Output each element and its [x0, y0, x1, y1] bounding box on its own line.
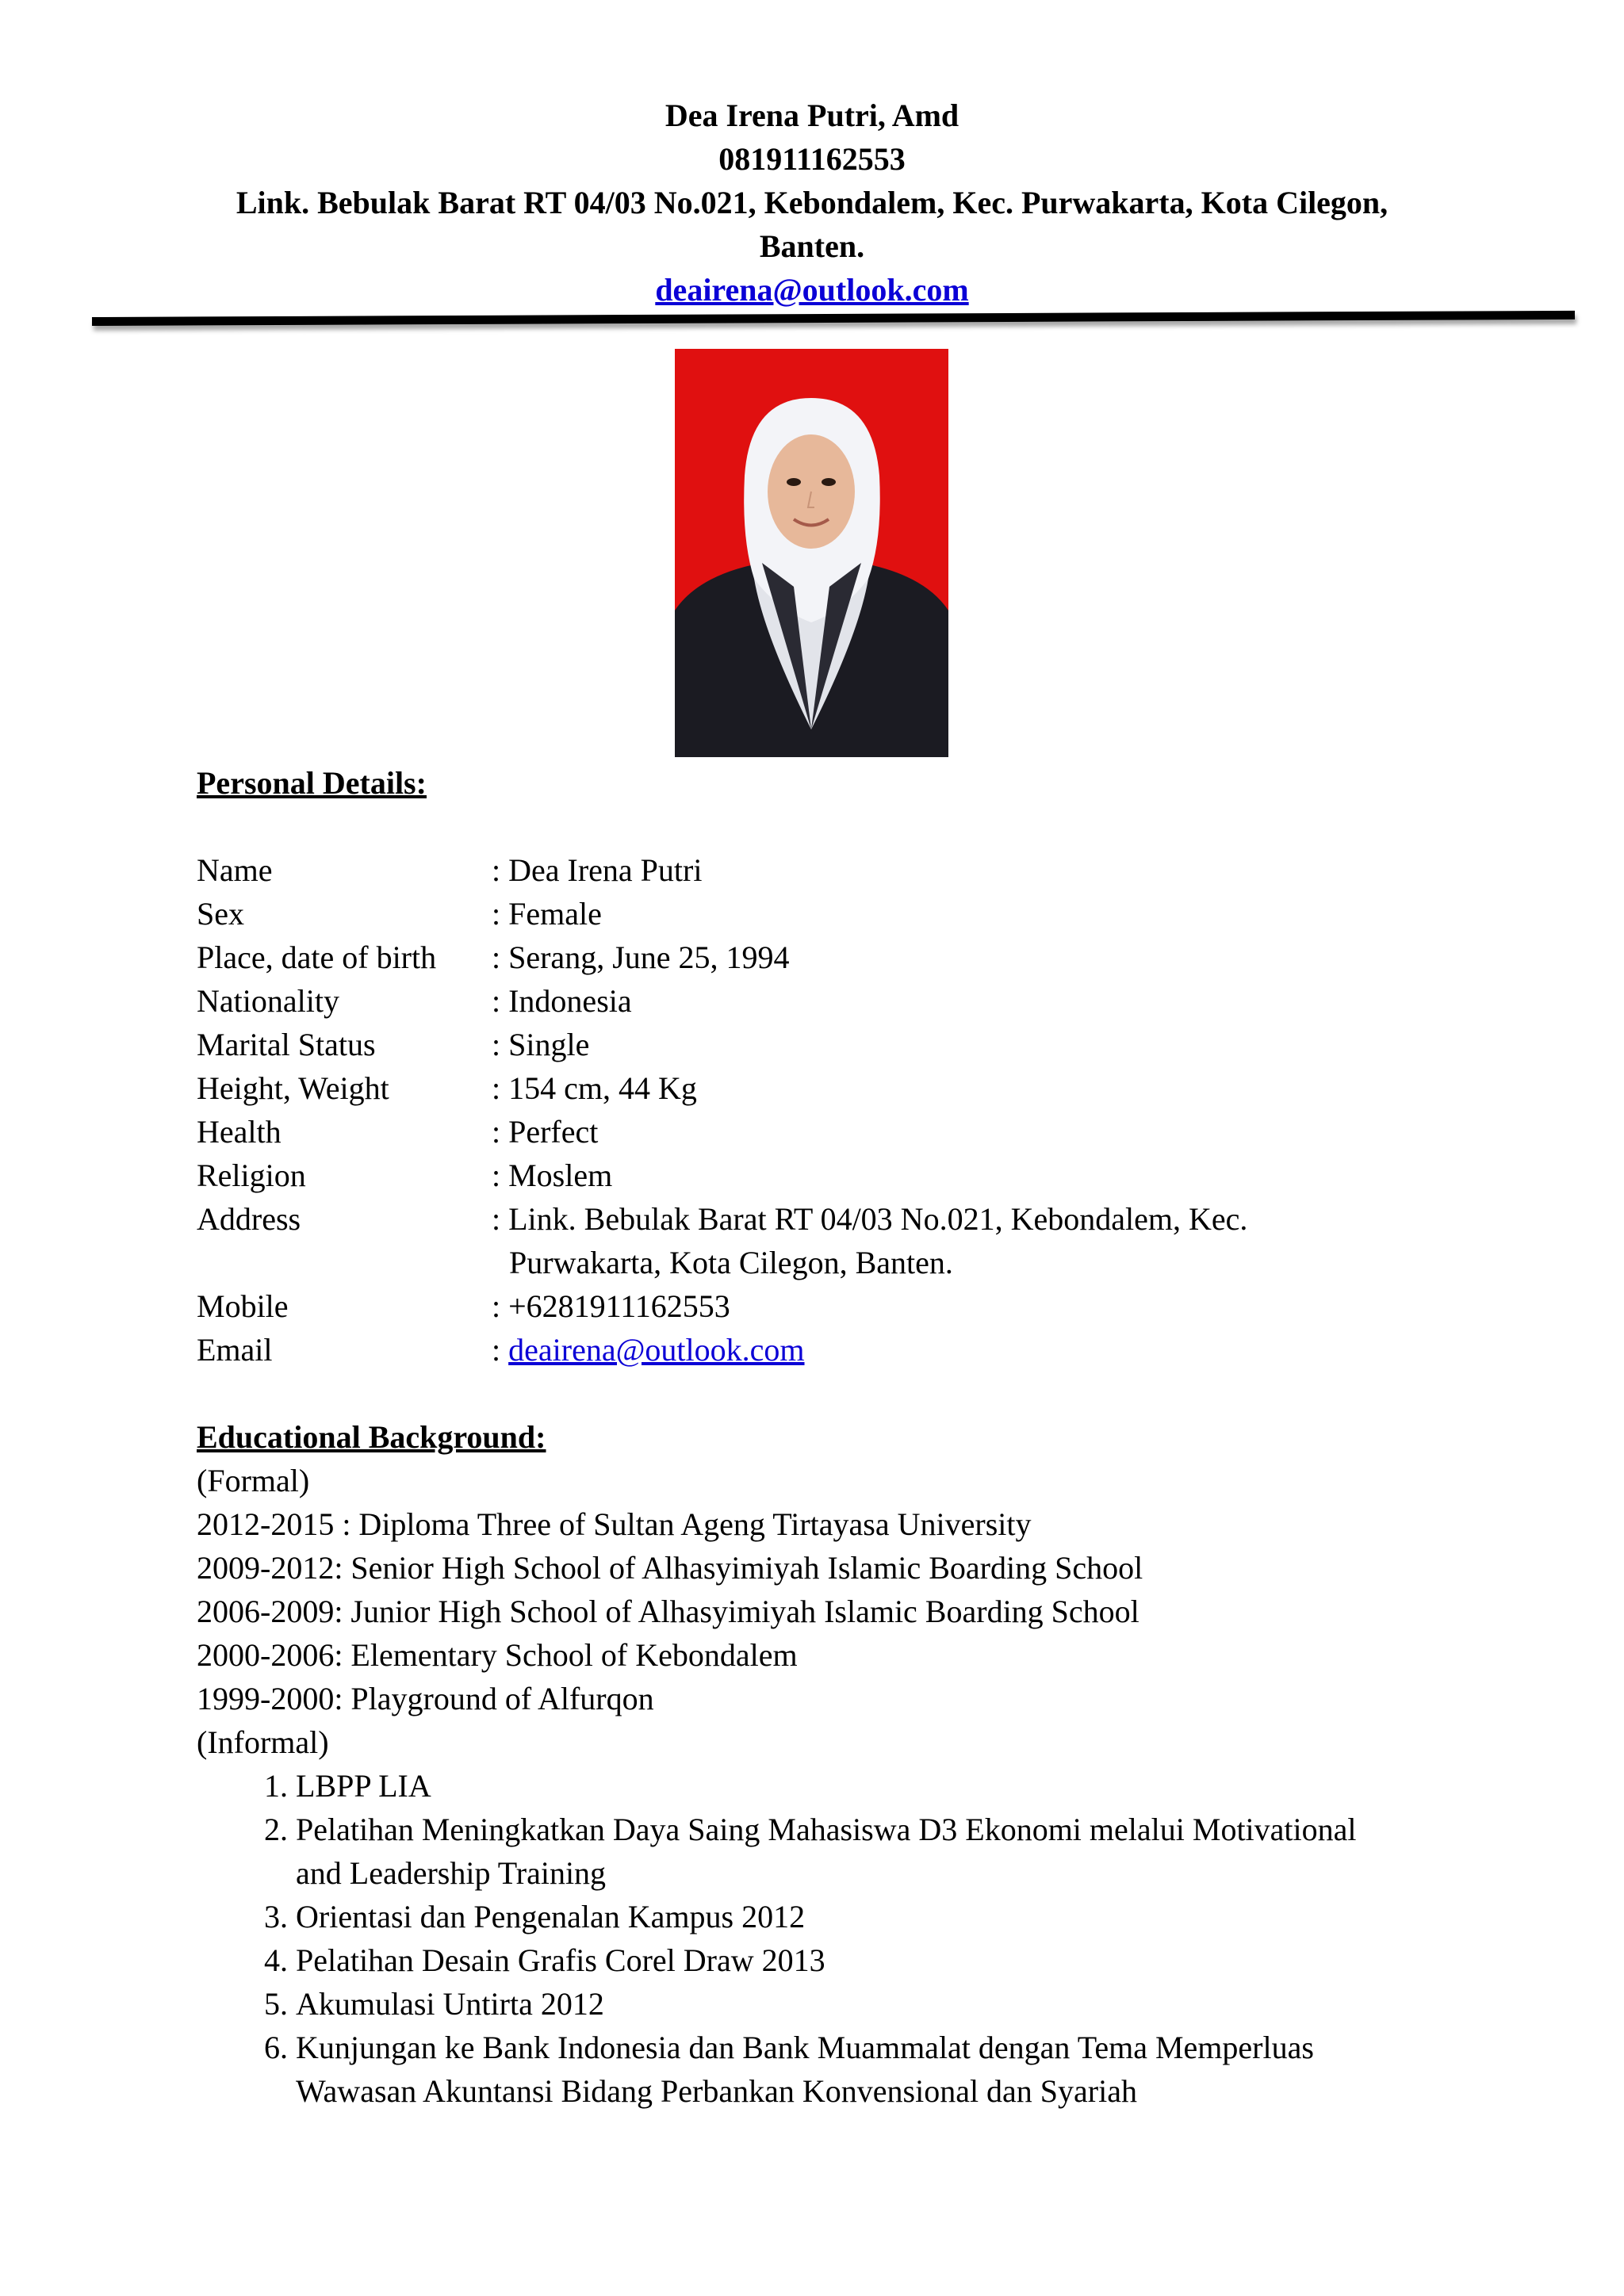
row-label: Mobile	[197, 1288, 289, 1324]
list-text: Pelatihan Meningkatkan Daya Saing Mahasiswa D3 Ekonomi melalui Motivational and Leadership Training	[296, 1812, 1357, 1891]
candidate-email-link[interactable]: deairena@outlook.com	[655, 272, 969, 308]
list-number: 3.	[264, 1899, 288, 1934]
formal-item: 2000-2006: Elementary School of Kebondalem	[197, 1637, 798, 1673]
row-value	[492, 1328, 1545, 1372]
address-line-2: Purwakarta, Kota Cilegon, Banten.	[509, 1245, 953, 1280]
personal-row-religion	[197, 1154, 1545, 1197]
formal-item: 2006-2009: Junior High School of Alhasyimiyah Islamic Boarding School	[197, 1594, 1139, 1629]
list-number: 4.	[264, 1942, 288, 1978]
personal-row-birth	[197, 936, 1545, 979]
personal-row-nationality	[197, 979, 1545, 1023]
row-label: Religion	[197, 1158, 306, 1193]
row-label: Name	[197, 852, 273, 888]
personal-row-address	[197, 1197, 1545, 1284]
education-title: Educational Background:	[197, 1419, 546, 1455]
candidate-address: Link. Bebulak Barat RT 04/03 No.021, Kebondalem, Kec. Purwakarta, Kota Cilegon, Banten.	[236, 185, 1388, 264]
personal-details-title: Personal Details:	[197, 765, 427, 801]
personal-row-sex	[197, 892, 1545, 936]
list-number: 6.	[264, 2030, 288, 2065]
formal-item: 2009-2012: Senior High School of Alhasyimiyah Islamic Boarding School	[197, 1550, 1143, 1586]
list-item	[197, 1982, 1545, 2026]
list-text: Akumulasi Untirta 2012	[296, 1986, 604, 2022]
list-number: 1.	[264, 1768, 288, 1804]
list-text: Pelatihan Desain Grafis Corel Draw 2013	[296, 1942, 825, 1978]
row-value	[492, 1197, 1545, 1284]
row-value: : Dea Irena Putri	[492, 852, 703, 888]
profile-photo-illustration	[675, 349, 948, 757]
list-item	[197, 1764, 1545, 1808]
row-label: Nationality	[197, 983, 339, 1019]
formal-item: 2012-2015 : Diploma Three of Sultan Ageng Tirtayasa University	[197, 1506, 1032, 1542]
cv-header	[0, 94, 1624, 312]
row-value: : Indonesia	[492, 983, 632, 1019]
row-value: : +6281911162553	[492, 1288, 730, 1324]
row-value: : Female	[492, 896, 602, 932]
formal-item: 1999-2000: Playground of Alfurqon	[197, 1681, 654, 1716]
profile-photo	[675, 349, 948, 757]
list-text: Kunjungan ke Bank Indonesia dan Bank Muammalat dengan Tema Memperluas Wawasan Akuntansi Bidang Perbankan Konvensional dan Syariah	[296, 2030, 1314, 2109]
row-label: Height, Weight	[197, 1070, 389, 1106]
row-value: : Serang, June 25, 1994	[492, 939, 790, 975]
list-number: 2.	[264, 1812, 288, 1847]
list-item	[197, 1938, 1545, 1982]
list-text: Orientasi dan Pengenalan Kampus 2012	[296, 1899, 806, 1934]
formal-label: (Formal)	[197, 1463, 310, 1498]
row-label: Health	[197, 1114, 282, 1150]
list-text: LBPP LIA	[296, 1768, 431, 1804]
row-value: : Moslem	[492, 1158, 613, 1193]
informal-label: (Informal)	[197, 1724, 329, 1760]
list-number: 5.	[264, 1986, 288, 2022]
header-divider	[92, 311, 1575, 326]
cv-body	[197, 761, 1545, 2113]
personal-row-height-weight	[197, 1066, 1545, 1110]
list-item	[197, 1895, 1545, 1938]
row-label: Place, date of birth	[197, 939, 437, 975]
personal-email-link[interactable]: deairena@outlook.com	[508, 1332, 805, 1368]
list-item	[197, 2026, 1545, 2113]
row-value: : Single	[492, 1027, 590, 1062]
candidate-name: Dea Irena Putri, Amd	[665, 98, 959, 133]
personal-row-mobile	[197, 1284, 1545, 1328]
personal-row-health	[197, 1110, 1545, 1154]
list-item	[197, 1808, 1545, 1895]
row-value: : 154 cm, 44 Kg	[492, 1070, 697, 1106]
row-value: : Perfect	[492, 1114, 599, 1150]
candidate-phone: 081911162553	[718, 141, 906, 177]
row-label: Sex	[197, 896, 244, 932]
personal-row-email	[197, 1328, 1545, 1372]
row-label: Email	[197, 1332, 273, 1368]
row-label: Address	[197, 1201, 301, 1237]
address-line-1: : Link. Bebulak Barat RT 04/03 No.021, Kebondalem, Kec.	[492, 1201, 1248, 1237]
personal-row-name	[197, 848, 1545, 892]
row-label: Marital Status	[197, 1027, 376, 1062]
email-colon: :	[492, 1332, 509, 1368]
informal-list	[197, 1764, 1545, 2113]
personal-row-marital-status	[197, 1023, 1545, 1066]
